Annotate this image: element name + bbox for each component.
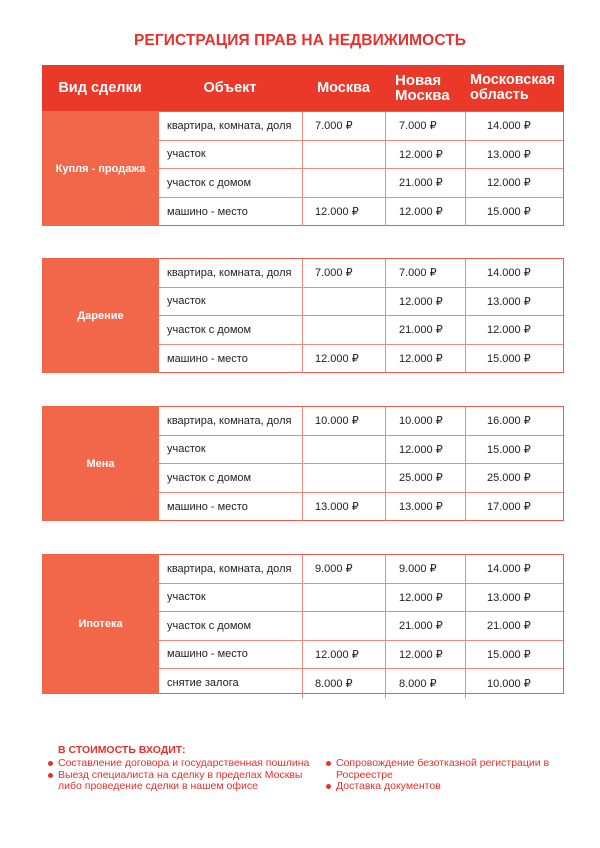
table-row xyxy=(159,288,563,317)
table-row xyxy=(159,555,563,584)
new-moscow-price: 21.000 ₽ xyxy=(386,612,466,640)
region-price: 25.000 ₽ xyxy=(487,472,531,485)
included-title: В СТОИМОСТЬ ВХОДИТ: xyxy=(58,744,186,756)
deal-group-purchase xyxy=(42,111,564,226)
region-price: 14.000 ₽ xyxy=(487,563,531,576)
region-price: 16.000 ₽ xyxy=(487,415,531,428)
region-price: 21.000 ₽ xyxy=(487,620,531,633)
table-row xyxy=(159,436,563,465)
table-row xyxy=(159,612,563,641)
header-object: Объект xyxy=(203,80,257,96)
deal-type-label: Мена xyxy=(42,406,159,521)
new-moscow-price: 12.000 ₽ xyxy=(386,345,466,374)
region-price: 13.000 ₽ xyxy=(487,148,531,161)
object-cell: участок xyxy=(159,436,303,464)
object-cell: участок с домом xyxy=(159,464,303,492)
object-cell: снятие залога xyxy=(159,669,303,698)
new-moscow-price: 21.000 ₽ xyxy=(386,316,466,344)
moscow-price: 9.000 ₽ xyxy=(303,555,386,583)
table-header xyxy=(42,65,564,111)
table-row xyxy=(159,641,563,670)
moscow-price xyxy=(303,141,386,169)
region-price: 13.000 ₽ xyxy=(487,591,531,604)
moscow-price xyxy=(303,169,386,197)
new-moscow-price: 9.000 ₽ xyxy=(386,555,466,583)
deal-group-mortgage xyxy=(42,554,564,694)
new-moscow-price: 12.000 ₽ xyxy=(386,436,466,464)
new-moscow-price: 13.000 ₽ xyxy=(386,493,466,522)
object-cell: машино - место xyxy=(159,493,303,522)
moscow-price: 13.000 ₽ xyxy=(303,493,386,522)
object-cell: машино - место xyxy=(159,641,303,669)
moscow-price: 7.000 ₽ xyxy=(303,259,386,287)
header-new-moscow: Новая Москва xyxy=(395,72,450,104)
moscow-price xyxy=(303,612,386,640)
moscow-price xyxy=(303,288,386,316)
moscow-price xyxy=(303,316,386,344)
included-list-right xyxy=(326,758,576,793)
included-item: Доставка документов xyxy=(326,781,576,793)
table-row xyxy=(159,169,563,198)
moscow-price: 7.000 ₽ xyxy=(303,112,386,140)
deal-group-exchange xyxy=(42,406,564,521)
object-cell: квартира, комната, доля xyxy=(159,407,303,435)
new-moscow-price: 7.000 ₽ xyxy=(386,259,466,287)
region-price: 15.000 ₽ xyxy=(487,443,531,456)
region-price: 17.000 ₽ xyxy=(487,501,531,514)
new-moscow-price: 12.000 ₽ xyxy=(386,141,466,169)
region-price: 14.000 ₽ xyxy=(487,267,531,280)
table-row xyxy=(159,584,563,613)
included-item: Сопровождение безотказной регистрации в Росреестре xyxy=(326,758,576,781)
region-price: 15.000 ₽ xyxy=(487,206,531,219)
object-cell: участок с домом xyxy=(159,612,303,640)
new-moscow-price: 12.000 ₽ xyxy=(386,288,466,316)
object-cell: машино - место xyxy=(159,345,303,374)
moscow-price: 8.000 ₽ xyxy=(303,669,386,698)
table-row xyxy=(159,112,563,141)
region-price: 13.000 ₽ xyxy=(487,295,531,308)
region-price: 12.000 ₽ xyxy=(487,324,531,337)
object-cell: участок с домом xyxy=(159,169,303,197)
region-price: 15.000 ₽ xyxy=(487,648,531,661)
table-row xyxy=(159,316,563,345)
moscow-price: 12.000 ₽ xyxy=(303,641,386,669)
moscow-price: 12.000 ₽ xyxy=(303,345,386,374)
new-moscow-price: 8.000 ₽ xyxy=(386,669,466,698)
table-row xyxy=(159,198,563,227)
object-cell: квартира, комната, доля xyxy=(159,259,303,287)
new-moscow-price: 10.000 ₽ xyxy=(386,407,466,435)
moscow-price xyxy=(303,584,386,612)
object-cell: участок xyxy=(159,584,303,612)
deal-type-label: Дарение xyxy=(42,258,159,373)
table-row xyxy=(159,141,563,170)
object-cell: квартира, комната, доля xyxy=(159,112,303,140)
new-moscow-price: 21.000 ₽ xyxy=(386,169,466,197)
page-title: РЕГИСТРАЦИЯ ПРАВ НА НЕДВИЖИМОСТЬ xyxy=(133,32,467,49)
included-item: Составление договора и государственная пошлина xyxy=(48,758,328,770)
object-cell: машино - место xyxy=(159,198,303,227)
deal-type-label: Ипотека xyxy=(42,554,159,694)
new-moscow-price: 7.000 ₽ xyxy=(386,112,466,140)
moscow-price: 12.000 ₽ xyxy=(303,198,386,227)
deal-type-label: Купля - продажа xyxy=(42,111,159,226)
deal-group-gift xyxy=(42,258,564,373)
object-cell: участок xyxy=(159,288,303,316)
new-moscow-price: 12.000 ₽ xyxy=(386,584,466,612)
header-moscow: Москва xyxy=(317,80,370,96)
table-row xyxy=(159,345,563,374)
included-list-left xyxy=(48,758,328,793)
table-row xyxy=(159,464,563,493)
included-item: Выезд специалиста на сделку в пределах Москвы либо проведение сделки в нашем офисе xyxy=(48,770,328,793)
table-row xyxy=(159,407,563,436)
region-price: 12.000 ₽ xyxy=(487,177,531,190)
region-price: 15.000 ₽ xyxy=(487,353,531,366)
table-row xyxy=(159,493,563,522)
header-moscow-region: Московская область xyxy=(470,72,556,103)
object-cell: участок xyxy=(159,141,303,169)
object-cell: участок с домом xyxy=(159,316,303,344)
moscow-price xyxy=(303,436,386,464)
region-price: 14.000 ₽ xyxy=(487,120,531,133)
new-moscow-price: 12.000 ₽ xyxy=(386,198,466,227)
region-price: 10.000 ₽ xyxy=(487,677,531,690)
table-row xyxy=(159,669,563,698)
moscow-price xyxy=(303,464,386,492)
new-moscow-price: 12.000 ₽ xyxy=(386,641,466,669)
table-row xyxy=(159,259,563,288)
object-cell: квартира, комната, доля xyxy=(159,555,303,583)
header-deal-type: Вид сделки xyxy=(58,80,142,96)
new-moscow-price: 25.000 ₽ xyxy=(386,464,466,492)
moscow-price: 10.000 ₽ xyxy=(303,407,386,435)
